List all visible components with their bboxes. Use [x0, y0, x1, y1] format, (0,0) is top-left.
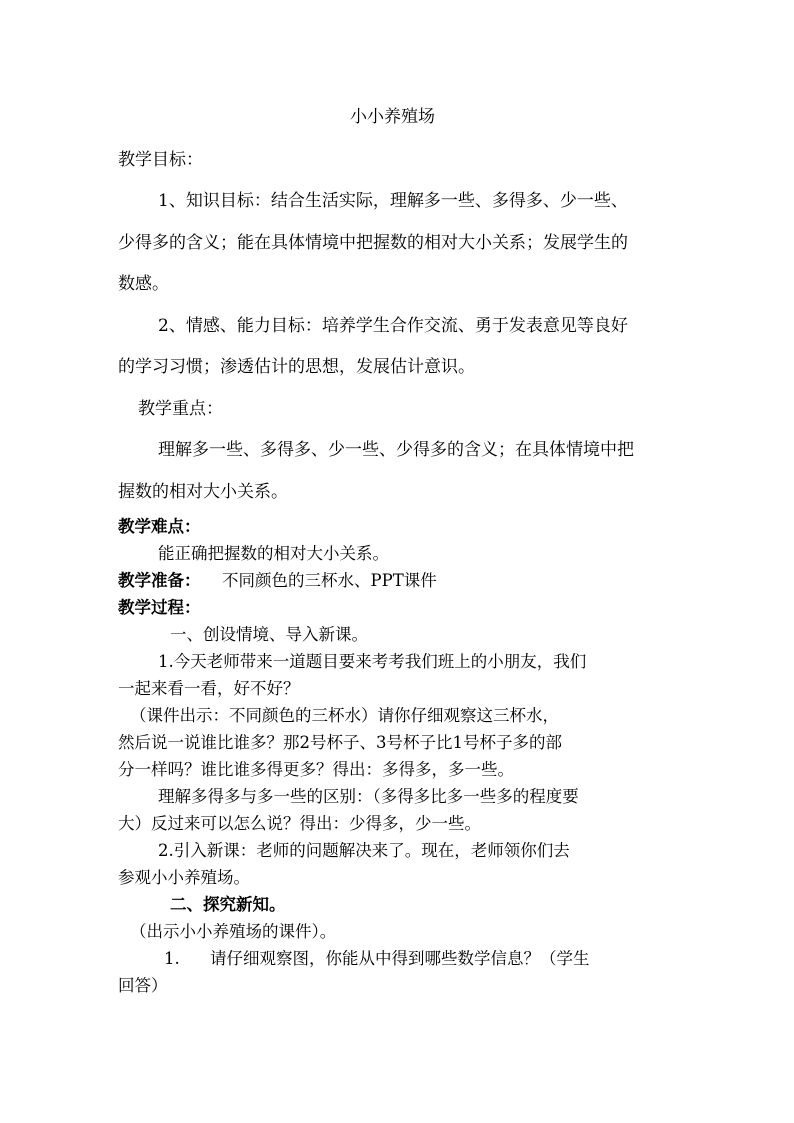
paragraph-line: 回答） — [118, 976, 168, 995]
subsection-heading: 二、探究新知。 — [170, 895, 286, 914]
paragraph-line: 2、情感、能力目标：培养学生合作交流、勇于发表意见等良好 — [158, 316, 628, 336]
paragraph-line: 少得多的含义；能在具体情境中把握数的相对大小关系；发展学生的 — [118, 233, 628, 253]
paragraph-line: 参观小小养殖场。 — [118, 868, 250, 887]
paragraph-line: 的学习习惯；渗透估计的思想，发展估计意识。 — [118, 357, 475, 377]
paragraph-line: 握数的相对大小关系。 — [118, 482, 288, 502]
section-heading-objectives: 教学目标： — [118, 150, 203, 170]
paragraph-line: 1.今天老师带来一道题目要来考考我们班上的小朋友，我们 — [158, 652, 587, 671]
document-title: 小小养殖场 — [350, 107, 435, 127]
paragraph-line: 1、知识目标：结合生活实际，理解多一些、多得多、少一些、 — [158, 191, 628, 211]
paragraph-line: 分一样吗？谁比谁多得更多？得出：多得多，多一些。 — [118, 760, 514, 779]
paragraph-line: 理解多一些、多得多、少一些、少得多的含义；在具体情境中把 — [158, 440, 634, 460]
paragraph-line: 然后说一说谁比谁多？那2号杯子、3号杯子比1号杯子多的部 — [118, 733, 562, 752]
section-heading-process: 教学过程： — [118, 598, 201, 617]
paragraph-line: （课件出示：不同颜色的三杯水）请你仔细观察这三杯水， — [130, 706, 559, 725]
paragraph-line: 数感。 — [118, 274, 169, 294]
subsection-heading: 一、创设情境、导入新课。 — [170, 625, 368, 644]
list-marker: 1. — [164, 949, 180, 968]
paragraph-line: 请仔细观察图，你能从中得到哪些数学信息？（学生 — [210, 949, 590, 968]
preparation-text: 不同颜色的三杯水、PPT课件 — [222, 571, 437, 590]
section-heading-preparation: 教学准备： — [118, 571, 201, 590]
paragraph-line: 2.引入新课：老师的问题解决来了。现在，老师领你们去 — [158, 841, 570, 860]
section-heading-difficulties: 教学难点： — [118, 517, 201, 536]
paragraph-line: 能正确把握数的相对大小关系。 — [158, 544, 389, 563]
paragraph-line: （出示小小养殖场的课件）。 — [130, 922, 337, 941]
paragraph-line: 一起来看一看，好不好？ — [118, 679, 300, 698]
paragraph-line: 大）反过来可以怎么说？得出：少得多，少一些。 — [118, 814, 481, 833]
paragraph-line: 理解多得多与多一些的区别：（多得多比多一些多的程度要 — [158, 787, 579, 806]
section-heading-key-points: 教学重点： — [138, 399, 223, 419]
